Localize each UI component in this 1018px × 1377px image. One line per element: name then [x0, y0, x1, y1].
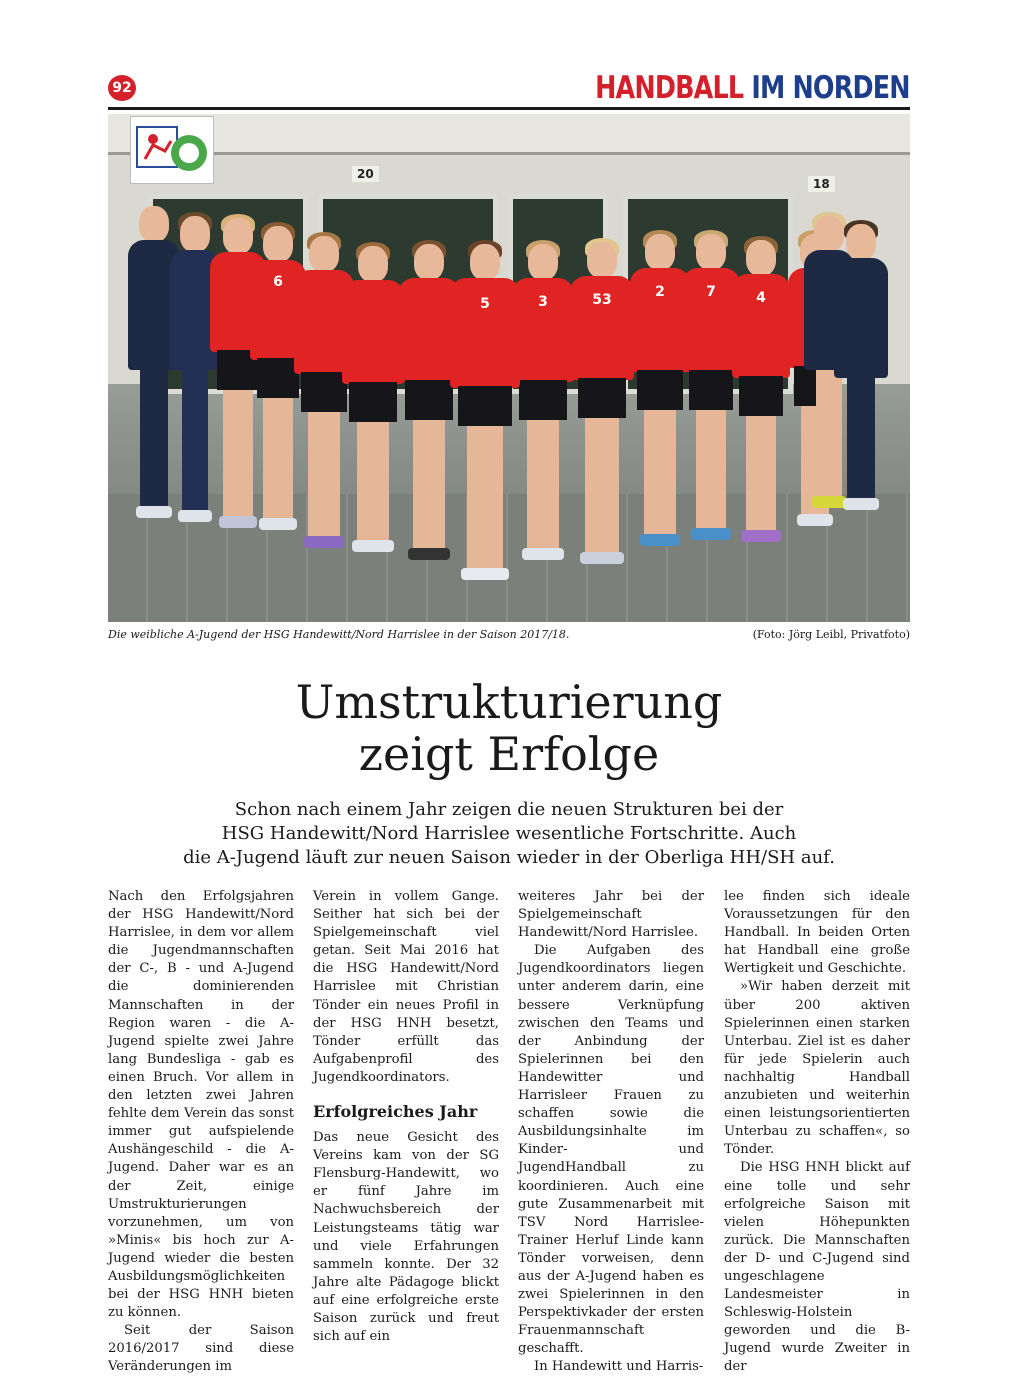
jersey-number: 3	[538, 294, 548, 310]
header-rule	[108, 107, 910, 110]
player	[512, 242, 574, 572]
headline	[108, 676, 910, 780]
subheading: Erfolgreiches Jahr	[313, 1102, 478, 1122]
column-3	[518, 888, 704, 1375]
lead-line: die A-Jugend läuft zur neuen Saison wieder in der Oberliga HH/SH auf.	[183, 847, 835, 868]
paragraph: Nach den Erfolgsjahren der HSG Handewitt/Nord Harrislee, in dem vor allem die Jugendmannschaften der C-, B - und A-Jugend die dominierenden Mannschaften in der Region waren - die A-Jugend spielte zwei Jahre lang Bundesliga - gab es einen Bruch. Vor allem in den letzten zwei Jahren fehlte dem Verein das sonst immer gut aufspielende Aushängeschild - die A-Jugend. Daher war es an der Zeit, einige Umstrukturierungen vorzunehmen, um von »Minis« bis hoch zur A-Jugend wieder die besten Ausbildungsmöglichkeiten bei der HSG HNH bieten zu können.	[108, 889, 294, 1321]
jersey-number: 4	[756, 290, 766, 306]
team-photo	[108, 114, 910, 622]
section-title	[595, 70, 910, 106]
paragraph: Verein in vollem Gange. Seither hat sich bei der Spielgemeinschaft viel getan. Seit Mai 2016 hat die HSG Handewitt/Nord Harrislee mit Christian Tönder ein neues Profil in der HSG HNH besetzt, Tönder erfüllt das Aufgabenprofil des Jugendkoordinators.	[313, 889, 499, 1085]
door-number: 18	[808, 176, 835, 192]
column-2	[313, 888, 499, 1345]
awning	[108, 114, 910, 155]
player	[732, 238, 790, 548]
section-title-part2: IM NORDEN	[751, 70, 910, 106]
paragraph: Die HSG HNH blickt auf eine tolle und sehr erfolgreiche Saison mit vielen Höhepunkten zurück. Die Mannschaften der D- und C-Jugend sind ungeschlagene Landesmeister in Schleswig-Holstein geworden und die B-Jugend wurde Zweiter in der	[724, 1160, 910, 1375]
lead-line: Schon nach einem Jahr zeigen die neuen Strukturen bei der	[234, 799, 784, 820]
paragraph: Seit der Saison 2016/2017 sind diese Veränderungen im	[108, 1323, 294, 1375]
player	[450, 242, 520, 592]
lead-paragraph	[108, 798, 910, 870]
jersey-number: 6	[273, 274, 283, 290]
column-4	[724, 888, 910, 1375]
headline-line: Umstrukturierung	[295, 675, 723, 729]
paragraph: lee finden sich ideale Voraussetzungen für den Handball. In beiden Orten hat Handball eine große Wertigkeit und Geschichte.	[724, 889, 910, 977]
player	[630, 232, 690, 552]
headline-line: zeigt Erfolge	[358, 727, 660, 781]
jersey-number: 5	[480, 296, 490, 312]
paragraph: Das neue Gesicht des Vereins kam von der SG Flensburg-Handewitt, wo er fünf Jahre im Nachwuchsbereich der Leistungsteams tätig war und viele Erfahrungen sammeln konnte. Der 32 Jahre alte Pädagoge blickt auf eine erfolgreiche erste Saison zurück und freut sich auf ein	[313, 1130, 499, 1345]
player	[342, 244, 404, 564]
paragraph: »Wir haben derzeit mit über 200 aktiven Spielerinnen einen starken Unterbau. Ziel ist es daher für jede Spielerin auch nachhaltig Handball anzubieten und weiterhin einen leistungsorientierten Unterbau zu schaffen«, so Tönder.	[724, 979, 910, 1158]
coach	[834, 222, 888, 512]
door-number: 20	[352, 166, 379, 182]
paragraph: In Handewitt und Harris-	[534, 1359, 704, 1375]
club-logo-icon	[130, 116, 214, 184]
paragraph: Die Aufgaben des Jugendkoordinators liegen unter anderem darin, eine bessere Verknüpfung zwischen den Teams und der Anbindung der Spielerinnen bei den Handewitter und Harrisleer Frauen zu schaffen sowie die Ausbildungsinhalte im Kinder- und JugendHandball zu koordinieren. Auch eine gute Zusammenarbeit mit TSV Nord Harrislee-Trainer Herluf Linde kann Tönder vorweisen, denn aus der A-Jugend haben es zwei Spielerinnen in den Perspektivkader der ersten Frauenmannschaft geschafft.	[518, 943, 704, 1357]
player	[570, 240, 634, 576]
column-1	[108, 888, 294, 1375]
jersey-number: 7	[706, 284, 716, 300]
lead-line: HSG Handewitt/Nord Harrislee wesentliche Fortschritte. Auch	[221, 823, 797, 844]
section-title-part1: HANDBALL	[595, 70, 744, 106]
photo-credit: (Foto: Jörg Leibl, Privatfoto)	[752, 628, 910, 641]
jersey-number: 2	[655, 284, 665, 300]
jersey-number: 53	[592, 292, 612, 308]
photo-caption	[108, 628, 910, 641]
page-number-badge: 92	[108, 75, 136, 101]
caption-text: Die weibliche A-Jugend der HSG Handewitt/Nord Harrislee in der Saison 2017/18.	[108, 628, 570, 641]
paragraph: weiteres Jahr bei der Spielgemeinschaft Handewitt/Nord Harrislee.	[518, 889, 704, 941]
